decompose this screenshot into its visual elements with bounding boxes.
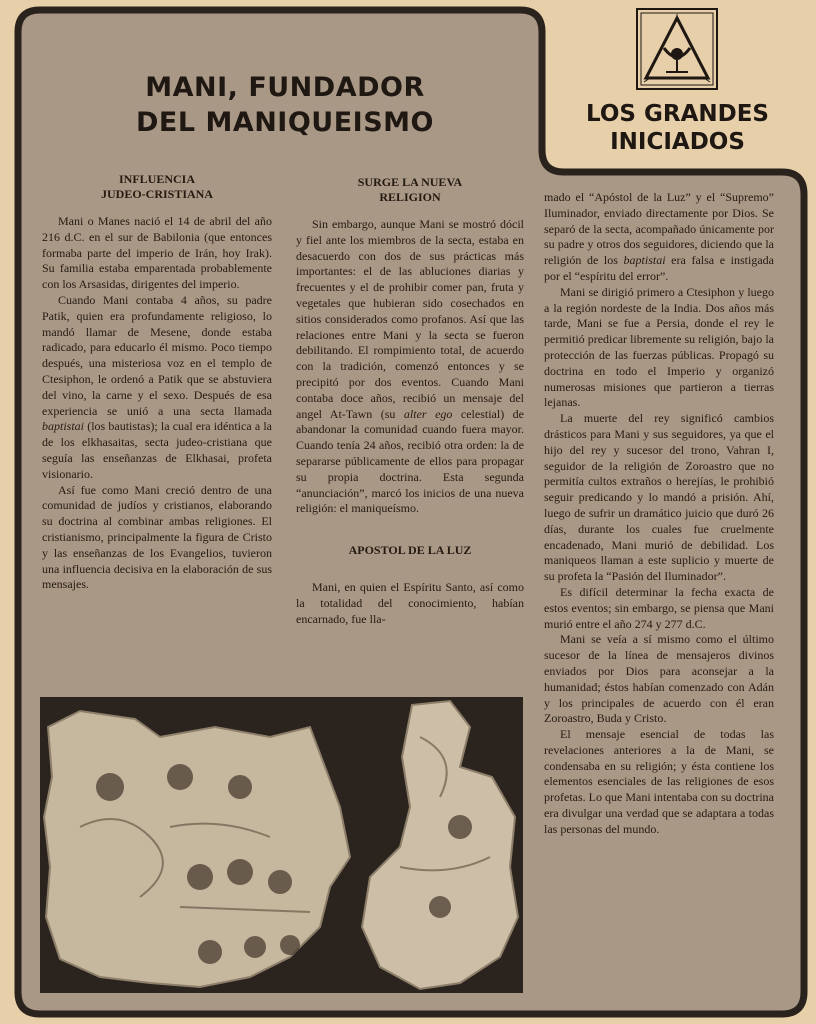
section-heading-apostol: APOSTOL DE LA LUZ bbox=[348, 543, 472, 558]
paragraph: Sin embargo, aunque Mani se mostró dócil y fiel ante los miembros de la secta, estaba en desacuerdo con dos de sus prácticas más importantes: el de las abluciones diarias y frecuentes y el de prohibir comer pan, fruta y vegetales que hubieran sido cosechados en sitios considerados como profanos. Así que las relaciones entre Mani y la secta se fueron debilitando. El rompimiento total, de acuerdo con la tradición, comenzó entonces y se precipitó por dos eventos. Cuando Mani contaba doce años, recibió un mensaje del angel At-Tawn (su alter ego celestial) de abandonar la comunidad cuando fuera mayor. Cuando tenía 24 años, recibió otra orden: la de separarse públicamente de ellos para propagar su propia doctrina. Esta segunda “anunciación”, marcó los inicios de una nueva religión: el maniqueísmo. bbox=[296, 217, 525, 516]
article-title-line2: DEL MANIQUEISMO bbox=[135, 107, 434, 138]
paragraph: Mani o Manes nació el 14 de abril del año 216 d.C. en el sur de Babilonia (que entonces formaba parte del imperio de Irán, hoy Irak). Su familia estaba emparentada probablemente con los Arsasidas, dirigentes del imperio. bbox=[42, 214, 272, 292]
article-title-line1: MANI, FUNDADOR bbox=[145, 72, 425, 103]
paragraph: Mani, en quien el Espíritu Santo, así como la totalidad del conocimiento, habían encarnado, fue lla- bbox=[296, 580, 524, 626]
triangle-emblem-icon bbox=[636, 8, 718, 90]
section-heading-nueva-religion: SURGE LA NUEVA RELIGION bbox=[357, 175, 463, 204]
paragraph: Es difícil determinar la fecha exacta de estos eventos; sin embargo, se piensa que Mani murió entre el año 274 y 277 d.C. bbox=[544, 584, 774, 631]
paragraph: El mensaje esencial de todas las revelaciones anteriores a la de Mani, se condensaba en su religión; y ésta contiene los elementos esenciales de las religiones de esos profetas. Lo que Mani intentaba con su doctrina era divulgar una verdad que se adaptara a todas las personas del mundo. bbox=[544, 727, 774, 836]
column-3 bbox=[544, 190, 774, 838]
paragraph: La muerte del rey significó cambios drásticos para Mani y sus seguidores, ya que el hijo del rey y sucesor del trono, Vahran I, seguidor de la religión de Zoroastro que no permitía cultos extraños o herejías, le prohibió seguir predicando y lo mandó a prisión. Ahí, luego de sufrir un dramático juicio que duró 26 días, durante los cuales fue cruelmente encadenado, Mani murió de debilidad. Los maniqueos llaman a este suplicio y muerte de su profeta la “Pasión del Iluminador”. bbox=[544, 411, 774, 584]
section-heading-influencia: INFLUENCIA JUDEO-CRISTIANA bbox=[100, 172, 213, 201]
series-title-line2: INICIADOS bbox=[610, 129, 745, 155]
paragraph: Cuando Mani contaba 4 años, su padre Patik, quien era profundamente religioso, lo mandó llamar de Mesene, donde estaba radicado, para educarlo él mismo. Poco tiempo después, una misteriosa voz en el templo de Ctesiphon, le ordenó a Patik que se abstuviera del vino, la carne y el sexo. Después de esa experiencia se unió a una secta llamada baptistai (los bautistas); la cual era idéntica a la de los elkhasaitas, secta judeo-cristiana que seguía las enseñanzas de Elkhasai, profeta visionario. bbox=[42, 292, 273, 481]
paragraph: Así fue como Mani creció dentro de una comunidad de judíos y cristianos, elaborando su doctrina al combinar ambas religiones. El cristianismo, principalmente la figura de Cristo y las enseñanzas de los Evangelios, tuvieron una influencia decisiva en la elaboración de sus mensajes. bbox=[42, 482, 272, 592]
manichaean-fresco-photo bbox=[40, 697, 523, 993]
column-2 bbox=[296, 175, 524, 628]
article-title bbox=[40, 70, 530, 140]
paragraph: mado el “Apóstol de la Luz” y el “Supremo” Iluminador, enviado directamente por Dios. Se separó de la secta, acompañado únicamente por su padre y otros dos seguidores, diciendo que la religión de los baptistai era falsa e instigada por el “espíritu del error”. bbox=[544, 190, 774, 283]
series-title bbox=[555, 100, 800, 156]
column-1 bbox=[42, 172, 272, 593]
series-title-line1: LOS GRANDES bbox=[586, 101, 769, 127]
paragraph: Mani se veía a sí mismo como el último sucesor de la línea de mensajeros divinos enviados por Dios para aconsejar a la humanidad; éstos habían comenzado con Adán y los principales de acuerdo con él eran Zoroastro, Buda y Cristo. bbox=[544, 632, 774, 726]
paragraph: Mani se dirigió primero a Ctesiphon y luego a la región nordeste de la India. Dos años más tarde, Mani se fue a Persia, donde el rey le permitió predicar libremente su religión, bajo la protección de las fuerzas públicas. Propagó su doctrina en todo el Imperio y organizó numerosas misiones que partieron a tierras lejanas. bbox=[544, 284, 774, 410]
